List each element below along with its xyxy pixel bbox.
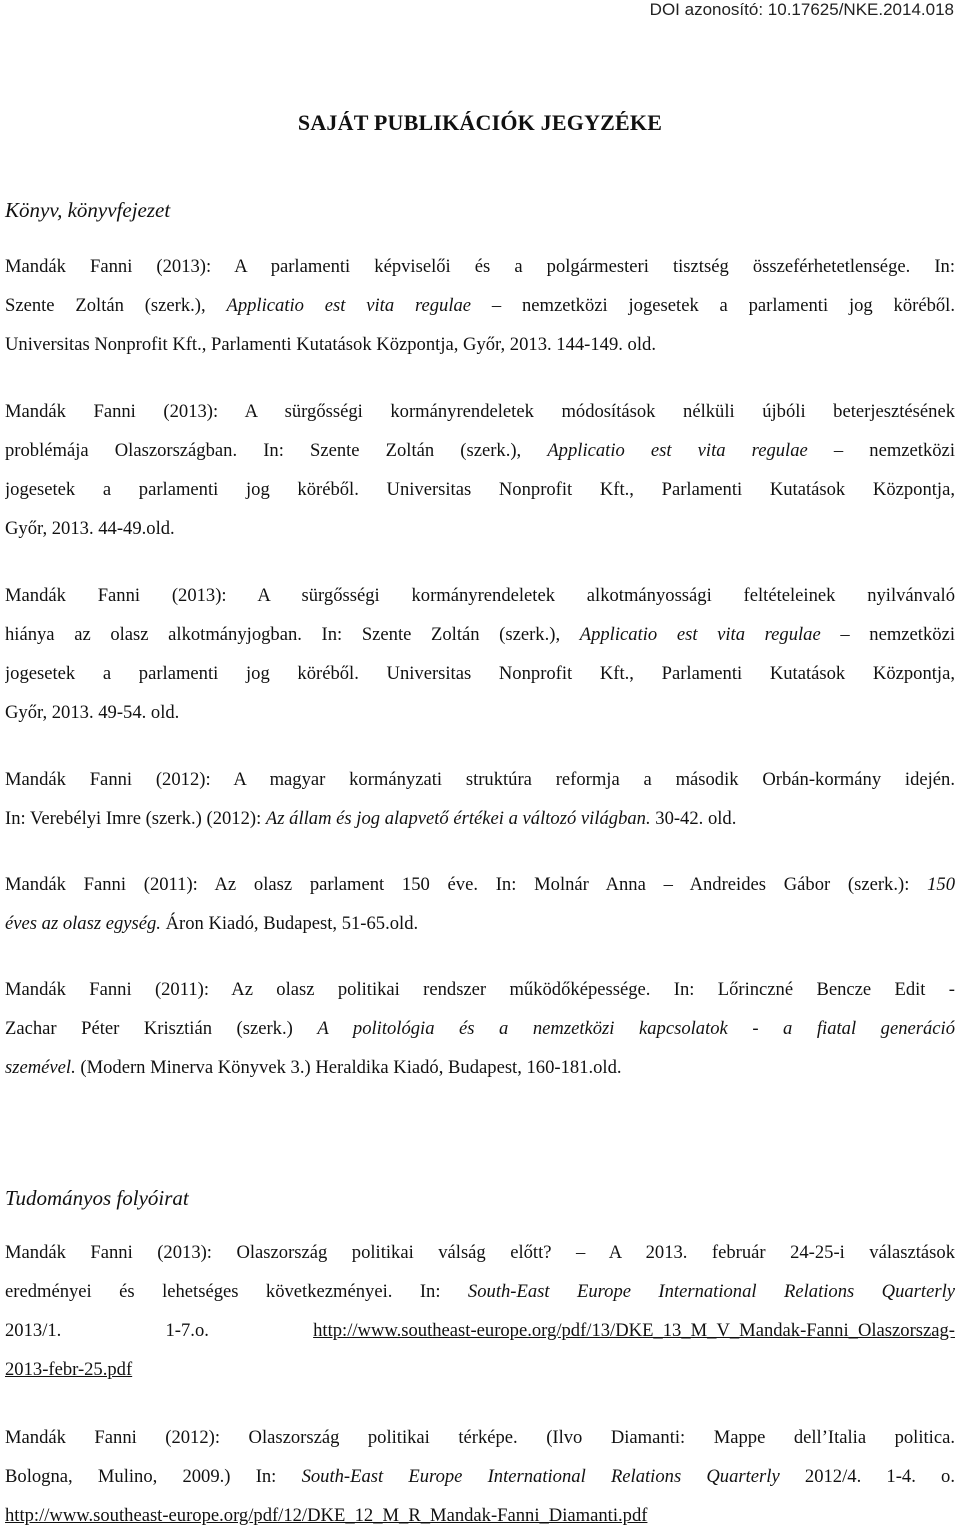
- entry-italic: 150: [927, 874, 955, 895]
- entry-italic: South-East Europe International Relations Quarterly: [301, 1466, 780, 1487]
- entry-line: [5, 1048, 955, 1087]
- doi-header: DOI azonosító: 10.17625/NKE.2014.018: [649, 0, 954, 19]
- entry-text: – nemzetközi jogesetek a parlamenti jog köréből.: [471, 295, 955, 316]
- entry-line: [5, 865, 955, 904]
- publication-entry: [5, 970, 955, 1087]
- section-heading-books: Könyv, könyvfejezet: [5, 198, 171, 222]
- entry-text: 30-42. old.: [650, 808, 737, 829]
- entry-line: Mandák Fanni (2012): A magyar kormányzati struktúra reformja a második Orbán-kormány idején.: [5, 769, 955, 790]
- entry-line: Mandák Fanni (2012): Olaszország politikai térképe. (Ilvo Diamanti: Mappe dell’Italia politica.: [5, 1427, 955, 1448]
- entry-text: (Modern Minerva Könyvek 3.) Heraldika Kiadó, Budapest, 160-181.old.: [75, 1057, 622, 1078]
- publication-entry: [5, 760, 955, 838]
- publication-entry: [5, 247, 955, 364]
- entry-line: Mandák Fanni (2011): Az olasz politikai rendszer működőképessége. In: Lőrinczné Bencze Edit -: [5, 979, 955, 1000]
- section-heading-journals: Tudományos folyóirat: [5, 1186, 189, 1210]
- entry-line: [5, 1496, 955, 1535]
- entry-italic: szemével.: [5, 1057, 76, 1078]
- entry-italic: Az állam és jog alapvető értékei a változó világban.: [265, 808, 651, 829]
- entry-line: [5, 286, 955, 325]
- entry-text: Bologna, Mulino, 2009.) In:: [5, 1466, 302, 1487]
- entry-text: 2013/1. 1-7.o.: [5, 1320, 314, 1341]
- entry-line: [5, 1457, 955, 1496]
- entry-italic: Applicatio est vita regulae: [226, 295, 472, 316]
- entry-italic: Applicatio est vita regulae: [547, 440, 808, 461]
- entry-text: Áron Kiadó, Budapest, 51-65.old.: [160, 913, 419, 934]
- entry-line: Mandák Fanni (2013): Olaszország politikai válság előtt? – A 2013. február 24-25-i választások: [5, 1242, 955, 1263]
- entry-line: Mandák Fanni (2013): A sürgősségi kormányrendeletek alkotmányossági feltételeinek nyilvánvaló: [5, 585, 955, 606]
- entry-text: Szente Zoltán (szerk.),: [5, 295, 227, 316]
- entry-line: [5, 799, 955, 838]
- entry-line: [5, 1272, 955, 1311]
- entry-line: Győr, 2013. 49-54. old.: [5, 702, 180, 723]
- entry-line: [5, 615, 955, 654]
- entry-text: problémája Olaszországban. In: Szente Zoltán (szerk.),: [5, 440, 548, 461]
- entry-line: Mandák Fanni (2013): A sürgősségi kormányrendeletek módosítások nélküli újbóli beterjesztésének: [5, 401, 955, 422]
- entry-text: 2012/4. 1-4. o.: [779, 1466, 955, 1487]
- entry-text: – nemzetközi: [820, 624, 955, 645]
- publication-entry: [5, 1233, 955, 1389]
- entry-italic: A politológia és a nemzetközi kapcsolatok - a fiatal generáció: [317, 1018, 955, 1039]
- entry-text: In: Verebélyi Imre (szerk.) (2012):: [5, 808, 266, 829]
- article-link[interactable]: http://www.southeast-europe.org/pdf/12/DKE_12_M_R_Mandak-Fanni_Diamanti.pdf: [5, 1505, 648, 1526]
- entry-line: [5, 1009, 955, 1048]
- entry-line: Universitas Nonprofit Kft., Parlamenti Kutatások Központja, Győr, 2013. 144-149. old.: [5, 334, 656, 355]
- entry-line: jogesetek a parlamenti jog köréből. Universitas Nonprofit Kft., Parlamenti Kutatások Központja,: [5, 663, 955, 684]
- entry-text: hiánya az olasz alkotmányjogban. In: Szente Zoltán (szerk.),: [5, 624, 580, 645]
- entry-line: [5, 904, 955, 943]
- entry-line: [5, 1311, 955, 1350]
- page-title: SAJÁT PUBLIKÁCIÓK JEGYZÉKE: [297, 110, 663, 135]
- entry-italic: South-East Europe International Relations Quarterly: [467, 1281, 955, 1302]
- publication-entry: [5, 392, 955, 548]
- article-link[interactable]: http://www.southeast-europe.org/pdf/13/DKE_13_M_V_Mandak-Fanni_Olaszorszag-: [313, 1320, 955, 1341]
- publication-entry: [5, 865, 955, 943]
- publication-entry: [5, 576, 955, 732]
- entry-line: jogesetek a parlamenti jog köréből. Universitas Nonprofit Kft., Parlamenti Kutatások Központja,: [5, 479, 955, 500]
- article-link-continued[interactable]: 2013-febr-25.pdf: [5, 1359, 133, 1380]
- entry-italic: éves az olasz egység.: [5, 913, 161, 934]
- entry-line: [5, 1350, 955, 1389]
- entry-line: [5, 431, 955, 470]
- publication-entry: [5, 1418, 955, 1535]
- entry-text: – nemzetközi: [807, 440, 955, 461]
- entry-text: Zachar Péter Krisztián (szerk.): [5, 1018, 318, 1039]
- entry-line: Mandák Fanni (2013): A parlamenti képviselői és a polgármesteri tisztség összeférhetetlensége. In:: [5, 256, 955, 277]
- entry-italic: Applicatio est vita regulae: [579, 624, 821, 645]
- entry-line: Győr, 2013. 44-49.old.: [5, 518, 175, 539]
- entry-text: eredményei és lehetséges következményei. In:: [5, 1281, 468, 1302]
- entry-text: Mandák Fanni (2011): Az olasz parlament 150 éve. In: Molnár Anna – Andreides Gábor (szerk.):: [5, 874, 928, 895]
